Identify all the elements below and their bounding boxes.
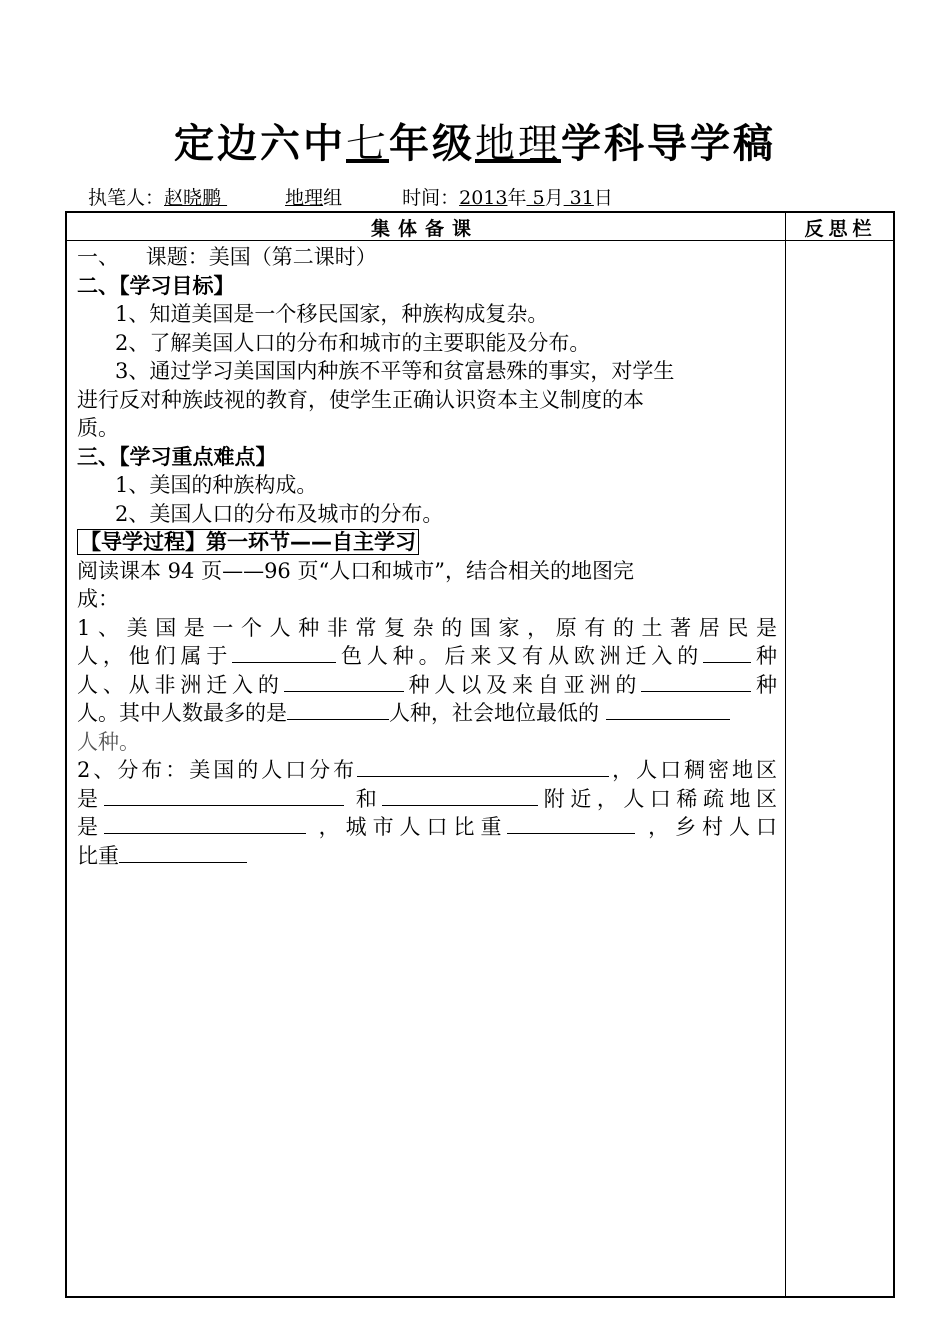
grade-value: 七 xyxy=(346,121,389,167)
question-1-line: 人种。 xyxy=(77,729,140,754)
column-divider xyxy=(785,211,786,1298)
process-heading xyxy=(77,528,777,557)
group-name: 地理 xyxy=(285,187,324,209)
answer-blank[interactable] xyxy=(119,842,247,863)
year-value: 2013 xyxy=(459,187,508,209)
answer-blank[interactable] xyxy=(507,813,635,834)
month-unit: 月 xyxy=(544,187,564,209)
year-unit: 年 xyxy=(507,187,527,209)
question-2-line: 2、分布：美国的人口分布 ，人口稠密地区 xyxy=(77,758,777,782)
question-2-line: 比重 xyxy=(77,842,777,871)
goal-item: 3、通过学习美国国内种族不平等和贫富悬殊的事实，对学生 xyxy=(115,359,675,383)
answer-blank[interactable] xyxy=(284,671,404,692)
goals-heading: 二、【学习目标】 xyxy=(77,273,235,298)
answer-blank[interactable] xyxy=(104,785,344,806)
subject-value: 地理 xyxy=(475,121,561,167)
answer-blank[interactable] xyxy=(232,642,336,663)
question-1-line: 1、美国是一个人种非常复杂的国家，原有的土著居民是 xyxy=(77,615,777,640)
document-title: 定边六中七年级地理学科导学稿 xyxy=(174,121,776,167)
group-suffix: 组 xyxy=(323,187,343,209)
answer-blank[interactable] xyxy=(606,699,730,720)
goal-item-cont: 进行反对种族歧视的教育，使学生正确认识资本主义制度的本 xyxy=(77,387,644,412)
keys-heading: 三、【学习重点难点】 xyxy=(77,444,277,469)
time-label: 时间： xyxy=(402,187,460,209)
key-item: 1、美国的种族构成。 xyxy=(115,473,318,497)
answer-blank[interactable] xyxy=(287,699,389,720)
writer-name: 赵晓鹏 xyxy=(164,187,228,209)
key-item: 2、美国人口的分布及城市的分布。 xyxy=(115,501,444,526)
header-meta xyxy=(88,183,613,210)
column-header-reflection: 反思栏 xyxy=(804,218,877,240)
question-1-line: 人。其中人数最多的是 人种，社会地位最低的 xyxy=(77,699,777,728)
writer-label: 执笔人： xyxy=(88,187,165,209)
question-2-line: 是 ，城市人口比重 ，乡村人口 xyxy=(77,815,777,839)
day-unit: 日 xyxy=(593,187,613,209)
reading-instruction-cont: 成： xyxy=(77,587,119,611)
topic-line: 一、 课题：美国（第二课时） xyxy=(77,245,377,269)
answer-blank[interactable] xyxy=(641,671,751,692)
answer-blank[interactable] xyxy=(382,785,538,806)
reading-instruction: 阅读课本 94 页——96 页“人口和城市”，结合相关的地图完 xyxy=(77,558,634,583)
goal-item: 1、知道美国是一个移民国家，种族构成复杂。 xyxy=(115,302,549,326)
question-1-line: 人，他们属于 色人种。后来又有从欧洲迁入的 种 xyxy=(77,644,778,668)
goal-item-cont: 质。 xyxy=(77,416,119,440)
question-2-line: 是 和 附近，人口稀疏地区 xyxy=(77,786,777,811)
goal-item: 2、了解美国人口的分布和城市的主要职能及分布。 xyxy=(115,330,591,355)
answer-blank[interactable] xyxy=(104,813,306,834)
process-box-label: 【导学过程】第一环节——自主学习 xyxy=(77,529,419,555)
day-value: 31 xyxy=(563,187,594,209)
column-header-main: 集体备课 xyxy=(370,218,479,240)
question-1-line: 人、从非洲迁入的 种人以及来自亚洲的 种 xyxy=(77,672,778,697)
answer-blank[interactable] xyxy=(357,756,609,777)
month-value: 5 xyxy=(526,187,545,209)
lesson-content xyxy=(77,243,777,870)
answer-blank[interactable] xyxy=(703,642,751,663)
